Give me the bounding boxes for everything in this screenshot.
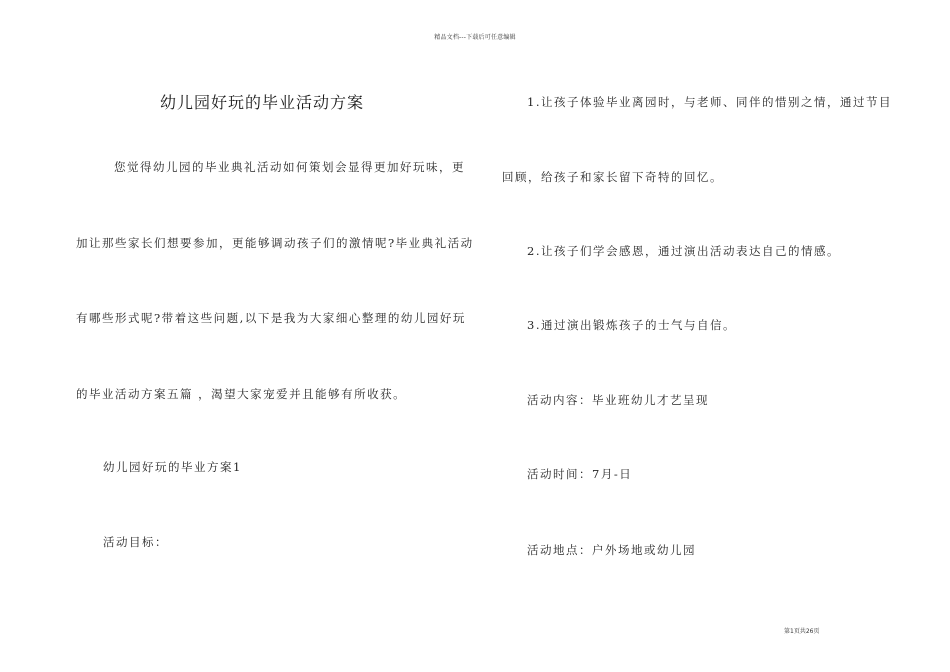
goal-item: 3.通过演出锻炼孩子的士气与自信。 (527, 318, 736, 332)
paragraph-line: 有哪些形式呢?带着这些问题,以下是我为大家细心整理的幼儿园好玩 (76, 311, 466, 325)
section-heading: 幼儿园好玩的毕业方案1 (103, 460, 242, 474)
goal-item: 1.让孩子体验毕业离园时，与老师、同伴的惜别之情，通过节目 (527, 95, 892, 109)
document-title: 幼儿园好玩的毕业活动方案 (160, 93, 365, 112)
paragraph-line: 您觉得幼儿园的毕业典礼活动如何策划会显得更加好玩味，更 (114, 160, 465, 174)
paragraph-line: 的毕业活动方案五篇 ，渴望大家宠爱并且能够有所收获。 (76, 387, 407, 401)
page-number: 第1页共26页 (784, 628, 820, 635)
section-label: 活动目标： (103, 535, 168, 549)
header-note: 精品文档---下载后可任意编辑 (434, 34, 516, 41)
activity-location: 活动地点：户外场地或幼儿园 (527, 543, 696, 557)
activity-content: 活动内容：毕业班幼儿才艺呈现 (527, 393, 709, 407)
goal-item-continuation: 回顾，给孩子和家长留下奇特的回忆。 (502, 170, 723, 184)
goal-item: 2.让孩子们学会感恩，通过演出活动表达自己的情感。 (527, 244, 840, 258)
paragraph-line: 加让那些家长们想要参加，更能够调动孩子们的激情呢?毕业典礼活动 (76, 236, 474, 250)
activity-time: 活动时间：7月-日 (527, 467, 633, 481)
